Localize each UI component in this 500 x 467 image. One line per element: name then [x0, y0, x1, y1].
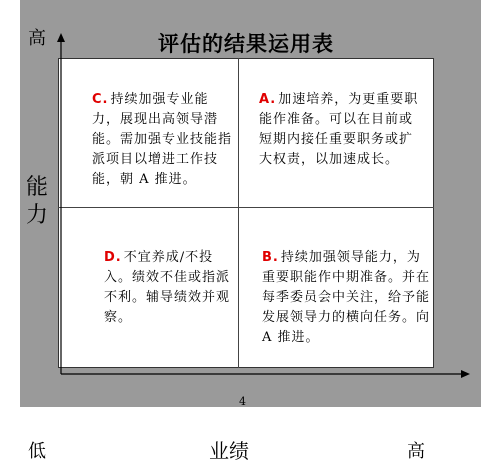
quadrant-d-text: 不宜养成/不投入。绩效不佳或指派不利。辅导绩效并观察。: [104, 250, 231, 325]
quadrant-a-text: 加速培养，为更重要职能作准备。可以在目前或短期内接任重要职务或扩大权责，以加速成长。: [259, 92, 419, 167]
quadrant-a: [259, 90, 419, 170]
quadrant-b: [262, 248, 432, 348]
quadrant-c-label: C.: [92, 92, 109, 107]
page-number: 4: [239, 395, 246, 408]
x-axis-high-label: 高: [407, 441, 425, 462]
x-axis-arrow: [461, 370, 470, 378]
quadrant-b-label: B.: [262, 250, 279, 265]
quadrant-a-label: A.: [259, 92, 277, 107]
quadrant-c: [92, 90, 232, 190]
y-axis-high-label: 高: [28, 28, 46, 49]
quadrant-c-text: 持续加强专业能力，展现出高领导潜能。需加强专业技能指派项目以增进工作技能，朝 A 推进。: [92, 92, 233, 187]
quadrant-d-label: D.: [104, 250, 122, 265]
y-axis-title: 能力: [25, 175, 48, 228]
quadrant-b-text: 持续加强领导能力，为重要职能作中期准备。并在每季委员会中关注，给予能发展领导力的横向任务。向 A 推进。: [262, 250, 431, 345]
x-axis-low-label: 低: [28, 441, 46, 462]
x-axis-title: 业绩: [209, 439, 249, 463]
diagram-title: 评估的结果运用表: [158, 31, 334, 56]
quadrant-d: [104, 248, 236, 328]
